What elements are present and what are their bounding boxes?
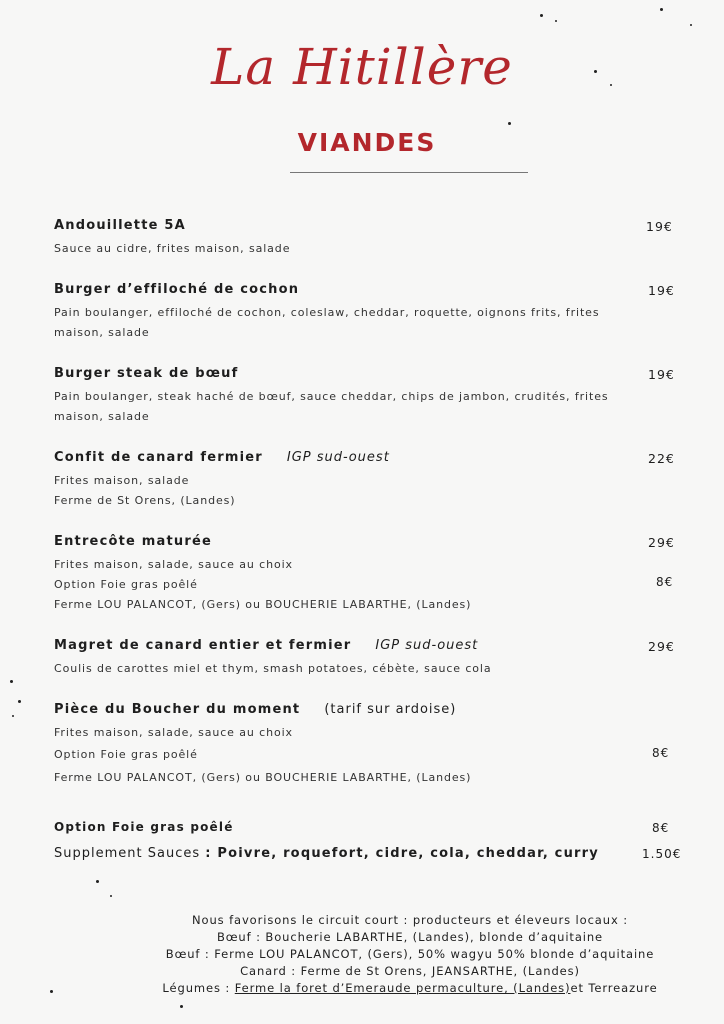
item-price: 19€ (648, 367, 675, 382)
item-description: Sauce au cidre, frites maison, salade (54, 242, 291, 255)
menu-item-title (54, 534, 212, 549)
item-description: Pain boulanger, steak haché de bœuf, sauce cheddar, chips de jambon, crudités, frites maison, salade (54, 390, 609, 423)
extra-price: 8€ (652, 821, 670, 835)
item-farm: Ferme LOU PALANCOT, (Gers) ou BOUCHERIE LABARTHE, (Landes) (54, 771, 472, 784)
option-price: 8€ (656, 575, 674, 589)
decorative-speck (50, 990, 53, 993)
footer-line: Légumes : Ferme la foret d’Emeraude permaculture, (Landes)et Terreazure (162, 981, 658, 995)
item-farm: Ferme de St Orens, (Landes) (54, 494, 236, 507)
menu-item-title (54, 282, 299, 297)
vegetable-supplier: Ferme la foret d’Emeraude permaculture, (Landes) (234, 981, 571, 995)
decorative-speck (18, 700, 21, 703)
extra-price: 1.50€ (642, 847, 682, 861)
item-price: 29€ (648, 639, 675, 654)
item-name: Burger d’effiloché de cochon (54, 282, 300, 297)
item-price: 19€ (646, 219, 673, 234)
item-option: Option Foie gras poêlé (54, 748, 198, 761)
item-origin-tag: IGP sud-ouest (375, 638, 479, 653)
footer-line: Bœuf : Boucherie LABARTHE, (Landes), blonde d’aquitaine (216, 930, 604, 944)
item-farm: Ferme LOU PALANCOT, (Gers) ou BOUCHERIE LABARTHE, (Landes) (54, 598, 472, 611)
item-name: Confit de canard fermier (54, 450, 263, 465)
item-note: (tarif sur ardoise) (324, 702, 457, 717)
menu-item-title (54, 702, 456, 717)
item-price: 22€ (648, 451, 675, 466)
item-description: Frites maison, salade, sauce au choix (54, 558, 293, 571)
item-description: Pain boulanger, effiloché de cochon, coleslaw, cheddar, roquette, oignons frits, frites maison, salade (54, 306, 600, 339)
extra-sauces: Supplement Sauces : Poivre, roquefort, cidre, cola, cheddar, curry (54, 846, 599, 861)
item-name: Magret de canard entier et fermier (54, 638, 352, 653)
sourcing-footer (110, 912, 710, 997)
title-divider (290, 172, 528, 173)
footer-line: Nous favorisons le circuit court : producteurs et éleveurs locaux : (192, 913, 628, 927)
menu-item-title (54, 218, 186, 233)
menu-item-title (54, 366, 238, 381)
item-description: Frites maison, salade (54, 474, 190, 487)
decorative-speck (555, 20, 557, 22)
menu-item-title (54, 638, 478, 653)
decorative-speck (180, 1005, 183, 1008)
decorative-speck (110, 895, 112, 897)
decorative-speck (96, 880, 99, 883)
footer-line: Bœuf : Ferme LOU PALANCOT, (Gers), 50% wagyu 50% blonde d’aquitaine (165, 947, 655, 961)
decorative-speck (508, 122, 511, 125)
item-origin-tag: IGP sud-ouest (286, 450, 390, 465)
decorative-speck (540, 14, 543, 17)
item-description: Frites maison, salade, sauce au choix (54, 726, 293, 739)
item-name: Pièce du Boucher du moment (54, 702, 301, 717)
decorative-speck (12, 715, 14, 717)
vegetable-supplier-2: et Terreazure (570, 981, 658, 995)
item-name: Andouillette 5A (54, 218, 186, 233)
item-price: 19€ (648, 283, 675, 298)
item-option: Option Foie gras poêlé (54, 578, 198, 591)
option-price: 8€ (652, 746, 670, 760)
extra-foie-gras: Option Foie gras poêlé (54, 820, 234, 834)
item-price: 29€ (648, 535, 675, 550)
section-title: VIANDES (297, 128, 437, 157)
item-name: Entrecôte maturée (54, 534, 213, 549)
decorative-speck (10, 680, 13, 683)
decorative-speck (690, 24, 692, 26)
footer-line: Canard : Ferme de St Orens, JEANSARTHE, (Landes) (240, 964, 580, 978)
menu-item-title (54, 450, 390, 465)
item-name: Burger steak de bœuf (54, 366, 239, 381)
decorative-speck (660, 8, 663, 11)
item-description: Coulis de carottes miel et thym, smash potatoes, cébète, sauce cola (54, 662, 492, 675)
restaurant-logo: La Hitillère (211, 38, 513, 96)
